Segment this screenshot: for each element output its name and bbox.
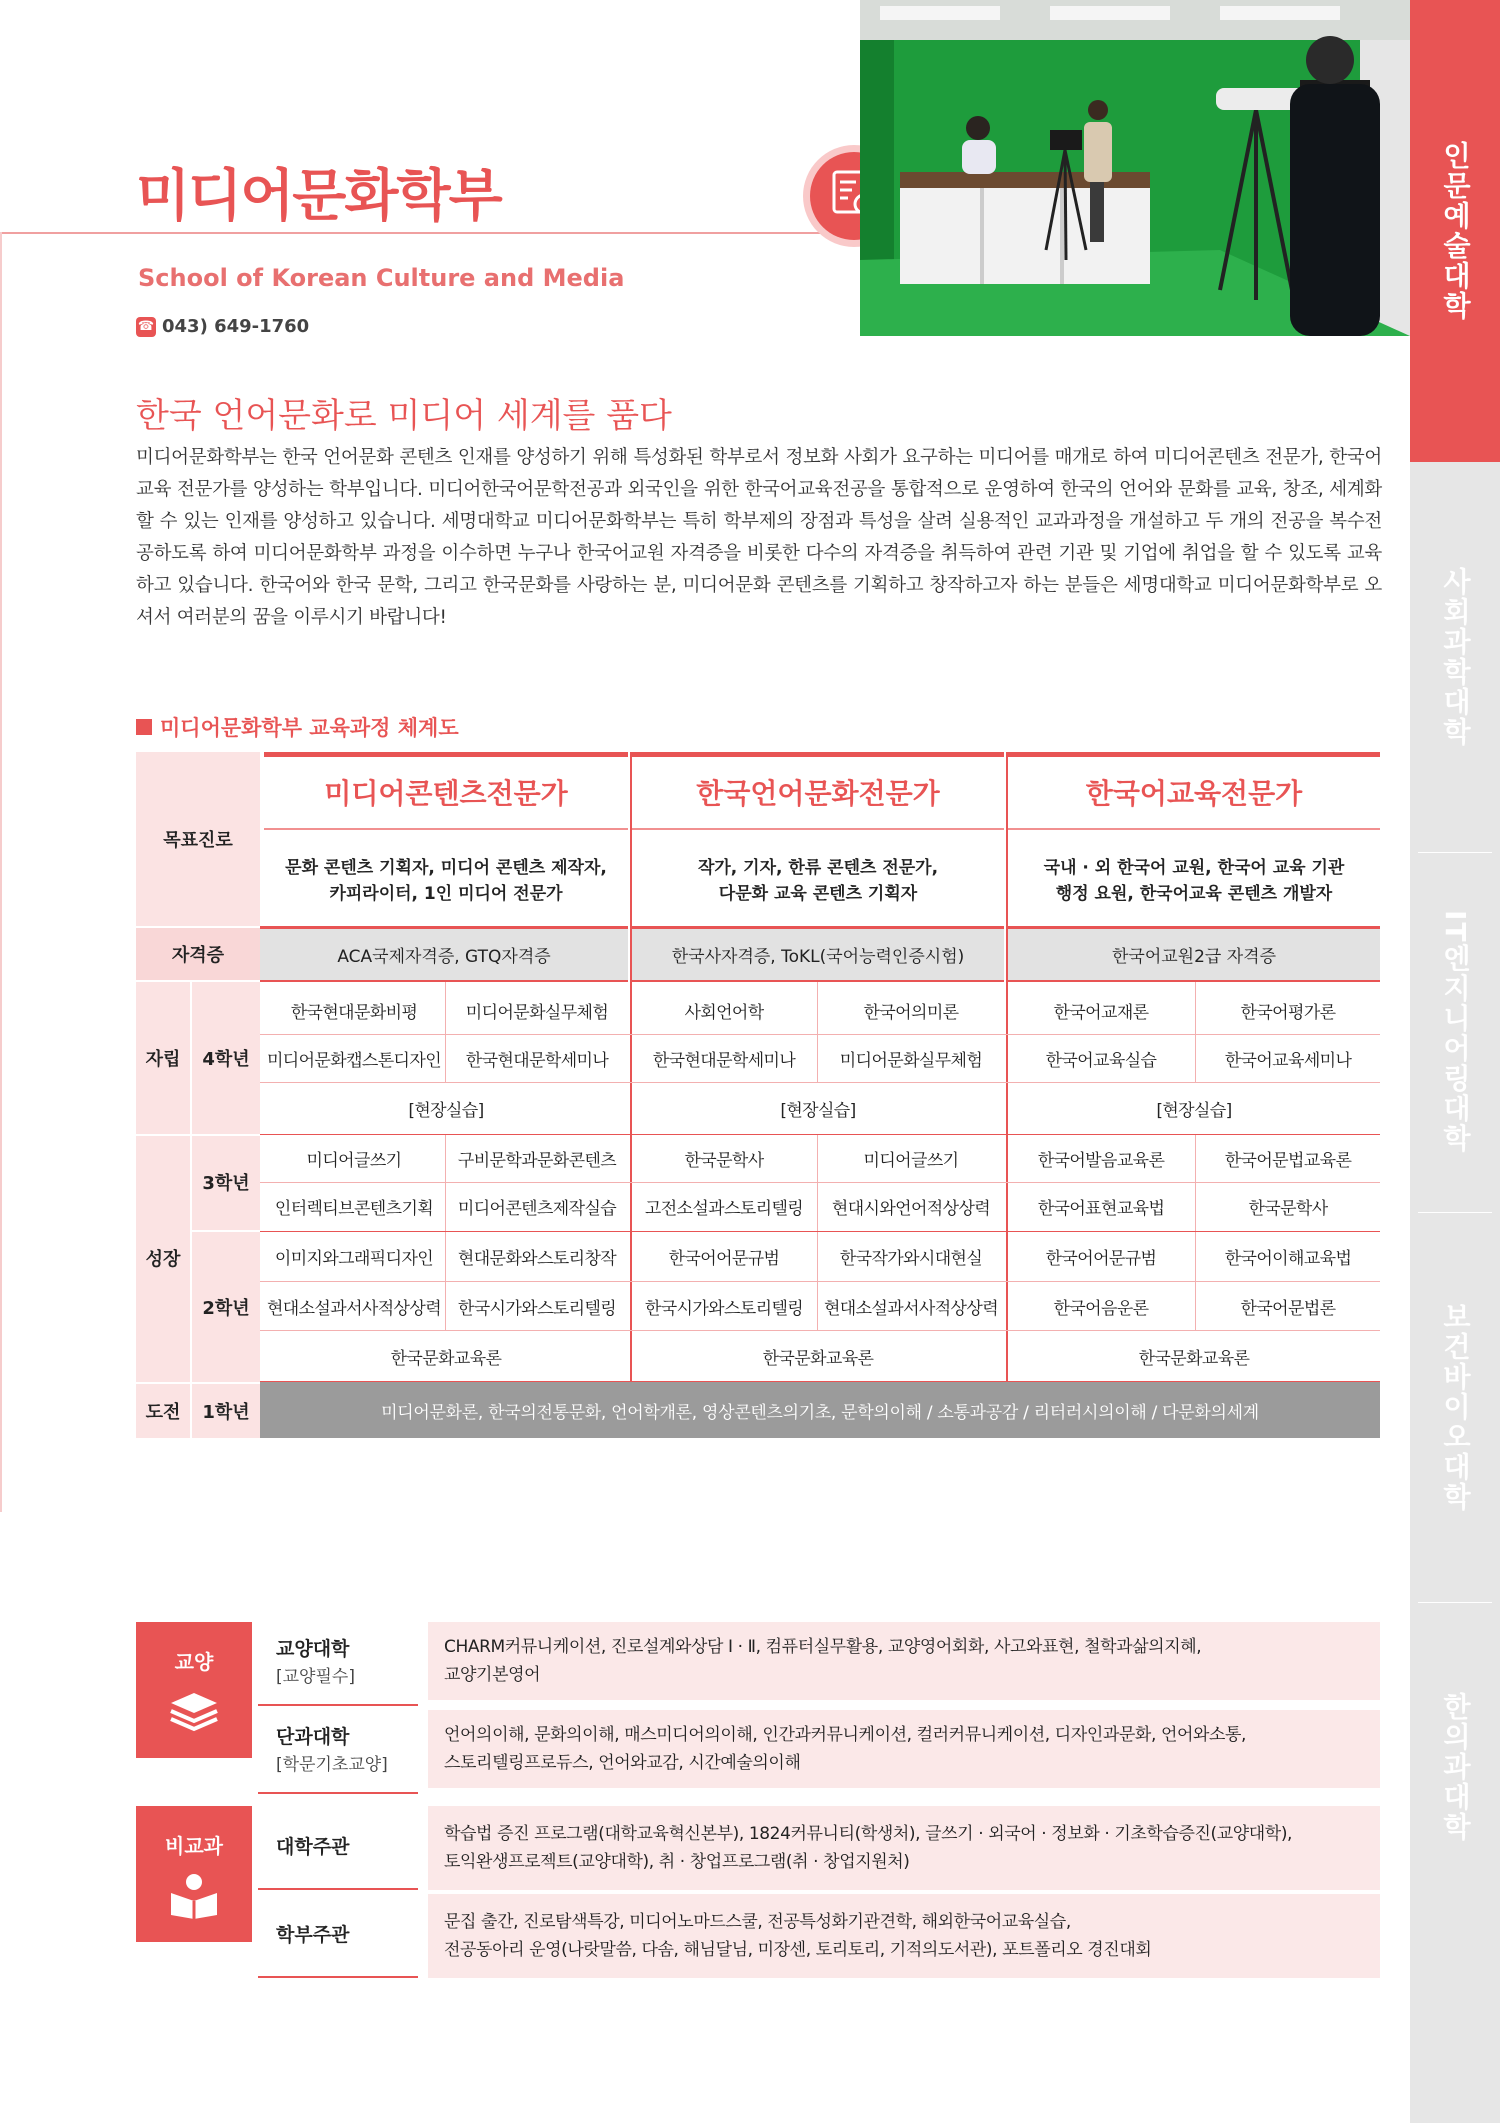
sub-university-run: 대학주관 xyxy=(258,1806,418,1890)
course-cell: 한국어표현교육법 xyxy=(1037,1198,1165,1219)
header-divider xyxy=(0,232,860,234)
reading-person-icon xyxy=(167,1873,221,1919)
label-grade4: 4학년 xyxy=(192,982,260,1134)
section-headline: 한국 언어문화로 미디어 세계를 품다 xyxy=(136,396,672,436)
side-tab-it-engineering[interactable]: IT엔지니어링대학 xyxy=(1439,910,1472,1154)
course-cell: 한국어발음교육론 xyxy=(1037,1150,1165,1171)
label-cert: 자격증 xyxy=(136,928,260,980)
label-dojeon: 도전 xyxy=(136,1384,190,1438)
course-cell: 한국문학사 xyxy=(1248,1198,1328,1219)
intro-paragraph: 미디어문화학부는 한국 언어문화 콘텐츠 인재를 양성하기 위해 특성화된 학부로서 정보화 사회가 요구하는 미디어를 매개로 하여 미디어콘텐츠 전문가, 한국어 교육 전문가를 양성하는 학부입니다. 미디어한국어문학전공과 외국인을 위한 한국어교육전공을 통합적으로 운영하여 한국의 언어와 문화를 교육, 창조, 세계화할 수 있는 인재를 양성하고 있습니다. 세명대학교 미디어문화학부는 특히 학부제의 장점과 특성을 살려 실용적인 교과과정을 개설하고 두 개의 전공을 복수전공하도록 하여 미디어문화학부 과정을 이수하면 누구나 한국어교원 자격증을 비롯한 다수의 자격증을 취득하여 관련 기관 및 기업에 취업을 할 수 있도록 교육하고 있습니다. 한국어와 한국 문학, 그리고 한국문화를 사랑하는 분, 미디어문화 콘텐츠를 기획하고 창작하고자 하는 분들은 세명대학교 미디어문화학부로 오셔서 여러분의 꿈을 이루시기 바랍니다! xyxy=(136,447,1382,628)
side-tab-oriental-medicine[interactable]: 한의과대학 xyxy=(1439,1692,1472,1842)
track-desc-media-content: 문화 콘텐츠 기획자, 미디어 콘텐츠 제작자, 카피라이터, 1인 미디어 전문가 xyxy=(264,828,628,926)
course-cell: 한국시가와스토리텔링 xyxy=(457,1298,617,1319)
label-grade3: 3학년 xyxy=(192,1134,260,1230)
category-gyoyang: 교양 xyxy=(136,1622,252,1758)
course-cell: 미디어글쓰기 xyxy=(863,1150,959,1171)
course-cell: 한국어문법론 xyxy=(1240,1298,1336,1319)
label-seongjang: 성장 xyxy=(136,1134,190,1382)
track-head-korean-education: 한국어교육전문가 xyxy=(1008,752,1380,826)
track-head-media-content: 미디어콘텐츠전문가 xyxy=(264,752,628,826)
course-cell: 미디어문화실무체험 xyxy=(839,1050,983,1071)
course-cell: 한국어음운론 xyxy=(1053,1298,1149,1319)
course-cell: 한국현대문학세미나 xyxy=(652,1050,796,1071)
course-cell: 이미지와그래픽디자인 xyxy=(274,1248,434,1269)
course-cell: 현대시와언어적상상력 xyxy=(831,1198,991,1219)
course-cell: 한국현대문학세미나 xyxy=(465,1050,609,1071)
course-cell: 한국어이해교육법 xyxy=(1224,1248,1352,1269)
course-cell: 한국어평가론 xyxy=(1240,1002,1336,1023)
grade1-courses: 미디어문화론, 한국의전통문화, 언어학개론, 영상콘텐츠의기초, 문학의이해 / 소통과공감 / 리터러시의이해 / 다문화의세계 xyxy=(260,1382,1380,1438)
curriculum-title-text: 미디어문화학부 교육과정 체계도 xyxy=(160,716,459,740)
cert-korean-education: 한국어교원2급 자격증 xyxy=(1008,926,1380,982)
label-goal: 목표진로 xyxy=(136,752,260,926)
course-cell: 한국어문법교육론 xyxy=(1224,1150,1352,1171)
course-cell: 미디어문화캡스톤디자인 xyxy=(266,1050,442,1071)
phone-number: 043) 649-1760 xyxy=(162,316,310,337)
sub-dangwa-college: 단과대학 [학문기초교양] xyxy=(258,1710,418,1794)
college-side-nav xyxy=(1410,0,1500,2123)
section-marker-icon xyxy=(136,719,152,735)
course-cell: 현대소설과서사적상상력 xyxy=(266,1298,442,1319)
curriculum-title xyxy=(136,712,459,742)
cert-media-content: ACA국제자격증, GTQ자격증 xyxy=(260,926,628,982)
course-cell: 미디어글쓰기 xyxy=(306,1150,402,1171)
common-course-cell: 한국문화교육론 xyxy=(1138,1348,1250,1369)
page-subtitle-english: School of Korean Culture and Media xyxy=(138,264,625,292)
course-cell: 구비문학과문화콘텐츠 xyxy=(457,1150,617,1171)
course-cell: 한국현대문화비평 xyxy=(290,1002,418,1023)
common-course-cell: 한국문화교육론 xyxy=(390,1348,502,1369)
track-desc-korean-culture: 작가, 기자, 한류 콘텐츠 전문가, 다문화 교육 콘텐츠 기획자 xyxy=(632,828,1004,926)
page-title: 미디어문화학부 xyxy=(136,164,501,229)
left-divider xyxy=(0,232,2,1512)
practice-cell: [현장실습] xyxy=(408,1100,484,1121)
course-cell: 한국어교육실습 xyxy=(1045,1050,1157,1071)
university-run-programs: 학습법 증진 프로그램(대학교육혁신본부), 1824커뮤니티(학생처), 글쓰기 · 외국어 · 정보화 · 기초학습증진(교양대학), 토익완생프로젝트(교양대학), 취 · 창업프로그램(취 · 창업지원처) xyxy=(428,1806,1380,1890)
course-cell: 한국시가와스토리텔링 xyxy=(644,1298,804,1319)
cert-korean-culture: 한국사자격증, ToKL(국어능력인증시험) xyxy=(632,926,1004,982)
course-cell: 인터렉티브콘텐츠기획 xyxy=(274,1198,434,1219)
gyoyang-college-courses: CHARM커뮤니케이션, 진로설계와상담 Ⅰ · Ⅱ, 컴퓨터실무활용, 교양영어회화, 사고와표현, 철학과삶의지혜, 교양기본영어 xyxy=(428,1622,1380,1700)
sub-department-run: 학부주관 xyxy=(258,1894,418,1978)
course-cell: 사회언어학 xyxy=(684,1002,764,1023)
course-cell: 한국어어문규범 xyxy=(1045,1248,1157,1269)
track-head-korean-culture: 한국언어문화전문가 xyxy=(632,752,1004,826)
course-cell: 한국문학사 xyxy=(684,1150,764,1171)
track-desc-korean-education: 국내 · 외 한국어 교원, 한국어 교육 기관 행정 요원, 한국어교육 콘텐츠 개발자 xyxy=(1008,828,1380,926)
course-cell: 현대소설과서사적상상력 xyxy=(823,1298,999,1319)
course-cell: 한국어어문규범 xyxy=(668,1248,780,1269)
sub-gyoyang-college: 교양대학 [교양필수] xyxy=(258,1622,418,1706)
course-cell: 한국어교재론 xyxy=(1053,1002,1149,1023)
common-course-cell: 한국문화교육론 xyxy=(762,1348,874,1369)
side-tab-health-bio[interactable]: 보건바이오대학 xyxy=(1439,1302,1472,1512)
phone-icon: ☎ xyxy=(136,317,156,337)
studio-photo xyxy=(860,0,1410,336)
phone-info xyxy=(136,316,309,337)
practice-cell: [현장실습] xyxy=(780,1100,856,1121)
course-cell: 한국작가와시대현실 xyxy=(839,1248,983,1269)
label-grade1: 1학년 xyxy=(192,1384,260,1438)
course-cell: 한국어의미론 xyxy=(863,1002,959,1023)
course-cell: 한국어교육세미나 xyxy=(1224,1050,1352,1071)
dangwa-college-courses: 언어의이해, 문화의이해, 매스미디어의이해, 인간과커뮤니케이션, 컬러커뮤니케이션, 디자인과문화, 언어와소통, 스토리텔링프로듀스, 언어와교감, 시간예술의이해 xyxy=(428,1710,1380,1788)
course-cell: 현대문화와스토리창작 xyxy=(457,1248,617,1269)
department-run-programs: 문집 출간, 진로탐색특강, 미디어노마드스쿨, 전공특성화기관견학, 해외한국어교육실습, 전공동아리 운영(나랏말씀, 다솜, 해님달님, 미장센, 토리토리, 기적의도서관), 포트폴리오 경진대회 xyxy=(428,1894,1380,1978)
label-grade2: 2학년 xyxy=(192,1232,260,1382)
course-cell: 고전소설과스토리텔링 xyxy=(644,1198,804,1219)
course-cell: 미디어콘텐츠제작실습 xyxy=(457,1198,617,1219)
course-cell: 미디어문화실무체험 xyxy=(465,1002,609,1023)
side-tab-social-science[interactable]: 사회과학대학 xyxy=(1439,567,1472,747)
label-jarip: 자립 xyxy=(136,982,190,1134)
practice-cell: [현장실습] xyxy=(1156,1100,1232,1121)
curriculum-chart xyxy=(136,752,1380,1440)
side-tab-humanities[interactable]: 인문예술대학 xyxy=(1410,0,1500,462)
category-bigyogwa: 비교과 xyxy=(136,1806,252,1942)
